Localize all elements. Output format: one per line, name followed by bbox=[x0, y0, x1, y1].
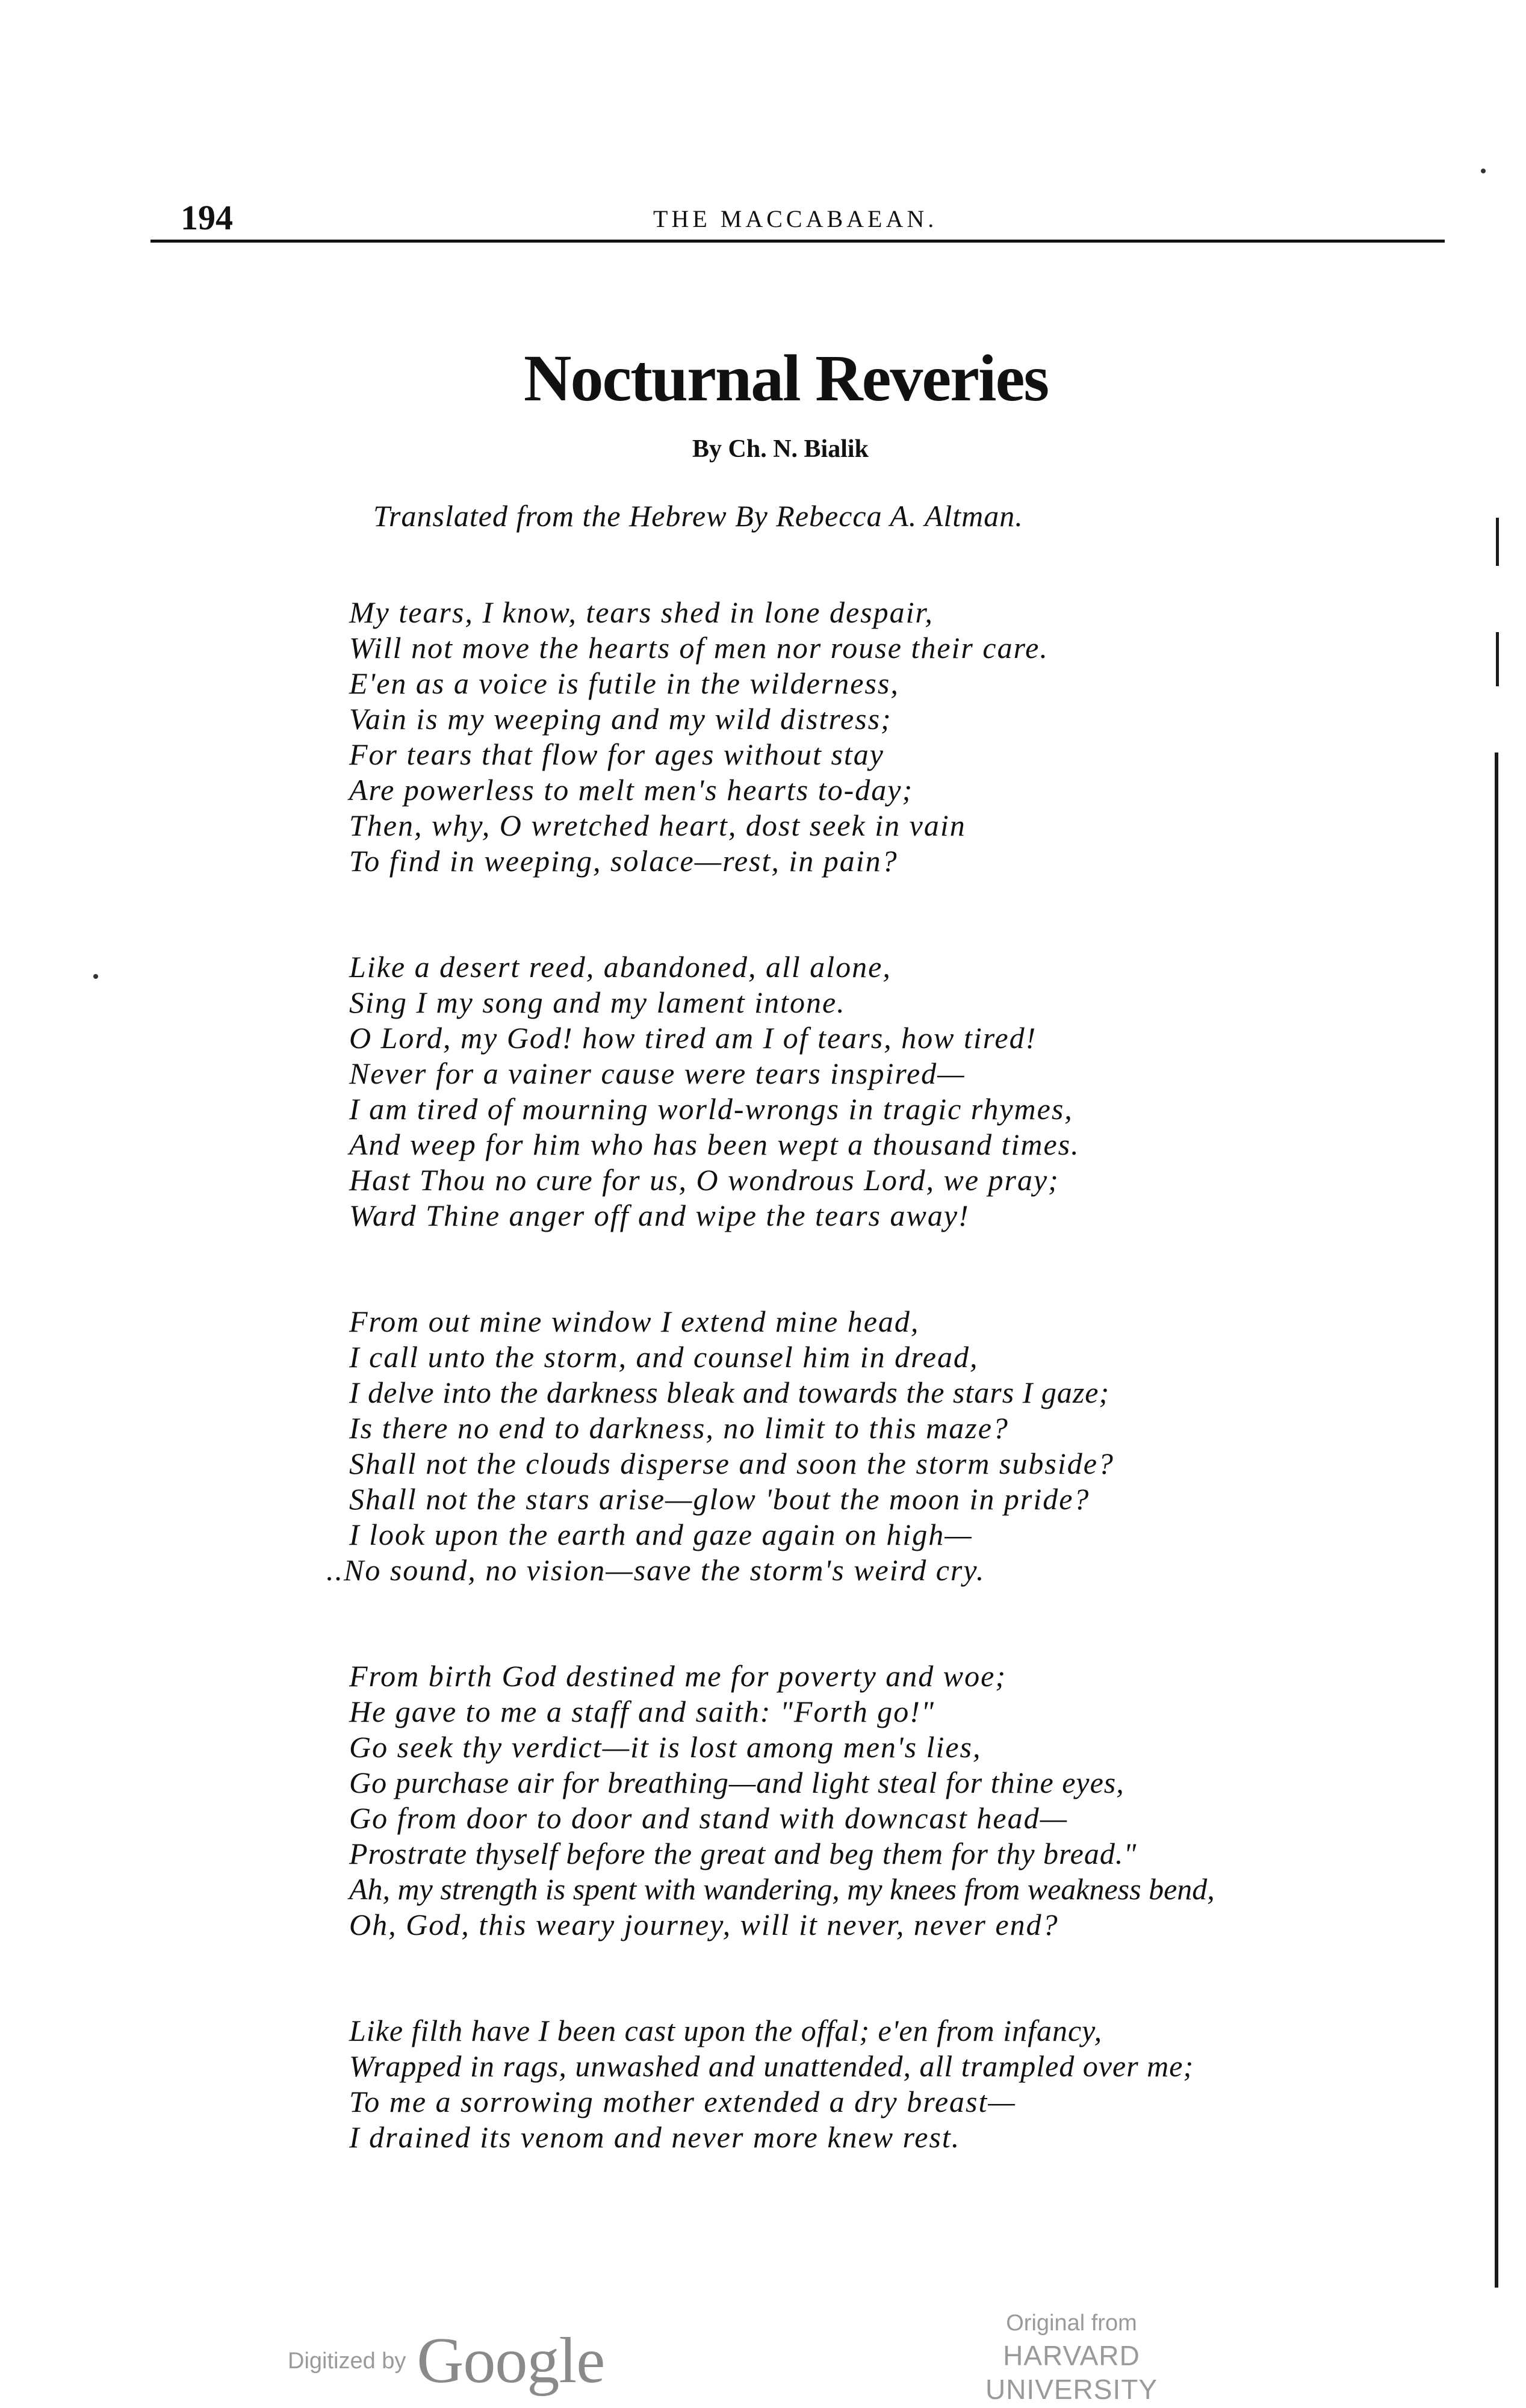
poem-line: For tears that flow for ages without stay bbox=[349, 737, 884, 771]
stanza bbox=[349, 595, 1336, 879]
poem-line: From out mine window I extend mine head, bbox=[349, 1305, 920, 1338]
poem-line: Shall not the stars arise—glow 'bout the moon in pride? bbox=[349, 1482, 1090, 1516]
translator-note: Translated from the Hebrew By Rebecca A. Altman. bbox=[373, 499, 1023, 533]
poem-line: Sing I my song and my lament intone. bbox=[349, 985, 846, 1019]
stanza bbox=[349, 2013, 1336, 2155]
poem-line: Ward Thine anger off and wipe the tears away! bbox=[349, 1199, 970, 1232]
poem-line: From birth God destined me for poverty and woe; bbox=[349, 1659, 1006, 1693]
scan-speck bbox=[93, 974, 98, 979]
scan-edge-mark bbox=[1496, 632, 1499, 686]
poem-line: Shall not the clouds disperse and soon the storm subside? bbox=[349, 1447, 1114, 1480]
header-rule bbox=[150, 240, 1445, 243]
digitized-by bbox=[288, 2324, 604, 2398]
poem-line: I delve into the darkness bleak and towards the stars I gaze; bbox=[349, 1376, 1110, 1409]
poem-line: I call unto the storm, and counsel him in dread, bbox=[349, 1340, 979, 1374]
running-header: THE MACCABAEAN. bbox=[653, 205, 938, 232]
poem-line: Then, why, O wretched heart, dost seek in vain bbox=[349, 808, 966, 842]
poem-line: I drained its venom and never more knew rest. bbox=[349, 2120, 961, 2154]
poem-line: Is there no end to darkness, no limit to this maze? bbox=[349, 1411, 1009, 1445]
poem-line: He gave to me a staff and saith: "Forth go!" bbox=[349, 1695, 935, 1728]
poem-line: Will not move the hearts of men nor rouse their care. bbox=[349, 631, 1049, 665]
poem-line: Go seek thy verdict—it is lost among men's lies, bbox=[349, 1730, 982, 1764]
poem-line: To me a sorrowing mother extended a dry breast— bbox=[349, 2085, 1016, 2118]
poem-line: I am tired of mourning world-wrongs in tragic rhymes, bbox=[349, 1092, 1073, 1126]
scan-edge-mark bbox=[1496, 518, 1499, 566]
stanza bbox=[349, 1659, 1336, 1943]
poem-line: Hast Thou no cure for us, O wondrous Lord, we pray; bbox=[349, 1163, 1059, 1197]
poem-line: E'en as a voice is futile in the wilderness, bbox=[349, 666, 899, 700]
poem-line: Go purchase air for breathing—and light steal for thine eyes, bbox=[349, 1766, 1124, 1799]
scan-speck bbox=[1481, 169, 1486, 173]
poem-line: Oh, God, this weary journey, will it never, never end? bbox=[349, 1908, 1059, 1941]
source-line-2: HARVARD UNIVERSITY bbox=[985, 2340, 1158, 2405]
poem-line: O Lord, my God! how tired am I of tears, how tired! bbox=[349, 1021, 1037, 1055]
poem-line: Never for a vainer cause were tears inspired— bbox=[349, 1057, 966, 1090]
poem-line: Like a desert reed, abandoned, all alone, bbox=[349, 950, 892, 984]
google-logo: Google bbox=[417, 2325, 605, 2397]
poem-line: Like filth have I been cast upon the offal; e'en from infancy, bbox=[349, 2014, 1103, 2047]
poem-line: Vain is my weeping and my wild distress; bbox=[349, 702, 892, 736]
poem-line: My tears, I know, tears shed in lone despair, bbox=[349, 595, 934, 629]
stanza bbox=[326, 1304, 1336, 1588]
scan-edge-mark bbox=[1495, 752, 1498, 2288]
stanza bbox=[349, 949, 1336, 1233]
poem-line: Are powerless to melt men's hearts to-day; bbox=[349, 773, 914, 807]
poem-line: Go from door to door and stand with downcast head— bbox=[349, 1801, 1069, 1835]
poem-line: To find in weeping, solace—rest, in pain? bbox=[349, 844, 898, 878]
poem-line: Wrapped in rags, unwashed and unattended, all trampled over me; bbox=[349, 2049, 1194, 2083]
poem-line: And weep for him who has been wept a thousand times. bbox=[349, 1128, 1080, 1161]
article-title: Nocturnal Reveries bbox=[524, 341, 1049, 415]
source-line-1: Original from bbox=[1006, 2310, 1137, 2336]
poem-line: I look upon the earth and gaze again on high— bbox=[349, 1518, 973, 1551]
poem bbox=[326, 595, 1336, 2226]
source-credit bbox=[915, 2307, 1228, 2406]
poem-line: ..No sound, no vision—save the storm's weird cry. bbox=[326, 1553, 985, 1587]
poem-line: Ah, my strength is spent with wandering, my knees from weakness bend, bbox=[349, 1872, 1215, 1906]
page-number: 194 bbox=[181, 198, 233, 237]
article-byline: By Ch. N. Bialik bbox=[692, 435, 869, 463]
poem-line: Prostrate thyself before the great and beg them for thy bread." bbox=[349, 1837, 1137, 1870]
digitized-label: Digitized by bbox=[288, 2348, 406, 2374]
